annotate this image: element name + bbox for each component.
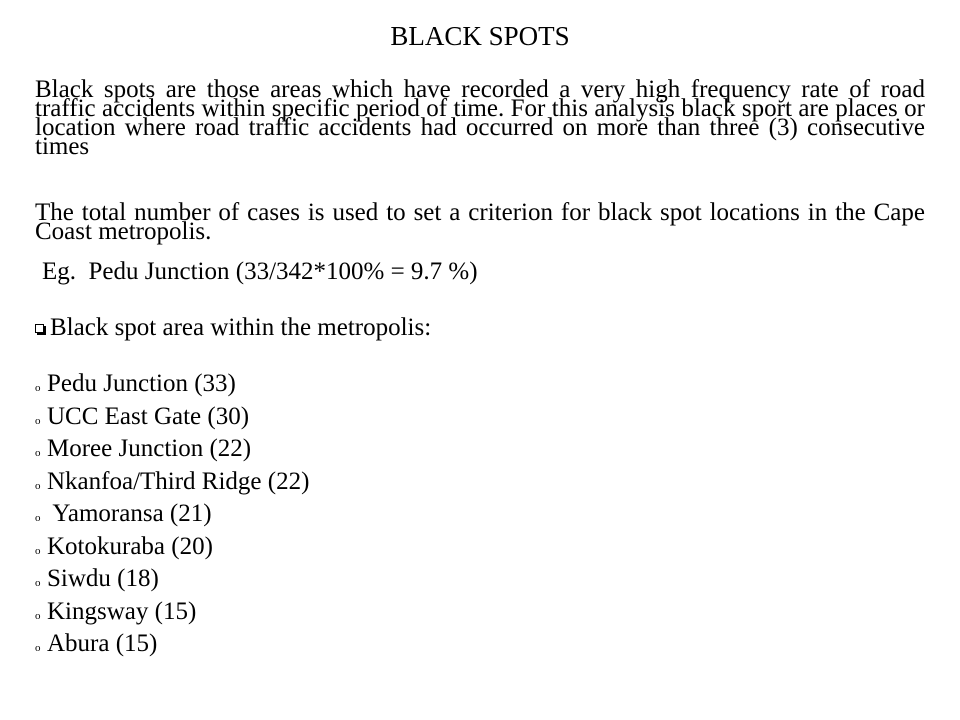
list-item	[35, 370, 309, 403]
list-item	[35, 403, 309, 436]
square-bullet-icon	[35, 324, 44, 333]
circle-bullet-icon: o	[35, 609, 41, 622]
list-item	[35, 598, 309, 631]
definition-paragraph: Black spots are those areas which have recorded a very high frequency rate of road traffic accidents within specific period of time. For this analysis black sport are places or location where road traffic accidents had occurred on more than three (3) consecutive times	[35, 76, 925, 160]
list-heading	[35, 313, 431, 343]
list-item	[35, 435, 309, 468]
location-text: UCC East Gate (30)	[47, 402, 250, 430]
location-text: Abura (15)	[47, 630, 158, 657]
circle-bullet-icon: o	[35, 577, 41, 589]
location-text: Nkanfoa/Third Ridge (22)	[47, 467, 310, 495]
circle-bullet-icon: o	[35, 544, 41, 557]
criterion-paragraph: The total number of cases is used to set a criterion for black spot locations in the Cape Coast metropolis.	[35, 199, 925, 245]
location-text: Pedu Junction (33)	[47, 370, 236, 397]
list-item	[35, 468, 309, 501]
circle-bullet-icon: o	[35, 479, 41, 492]
black-spot-list	[35, 370, 309, 663]
example-text: Eg. Pedu Junction (33/342*100% = 9.7 %)	[42, 258, 478, 285]
circle-bullet-icon: o	[35, 414, 41, 427]
location-text: Kingsway (15)	[47, 597, 197, 625]
list-heading-text: Black spot area within the metropolis:	[50, 314, 432, 341]
circle-bullet-icon: o	[35, 512, 41, 524]
location-text: Siwdu (18)	[47, 565, 159, 592]
list-item	[35, 565, 309, 598]
page-title: BLACK SPOTS	[390, 21, 570, 51]
circle-bullet-icon: o	[35, 447, 41, 459]
list-item	[35, 533, 309, 566]
circle-bullet-icon: o	[35, 642, 41, 654]
location-text: Yamoransa (21)	[47, 500, 212, 527]
list-item	[35, 630, 309, 663]
location-text: Moree Junction (22)	[47, 435, 252, 462]
circle-bullet-icon: o	[35, 382, 41, 394]
location-text: Kotokuraba (20)	[47, 532, 213, 560]
list-item	[35, 500, 309, 533]
